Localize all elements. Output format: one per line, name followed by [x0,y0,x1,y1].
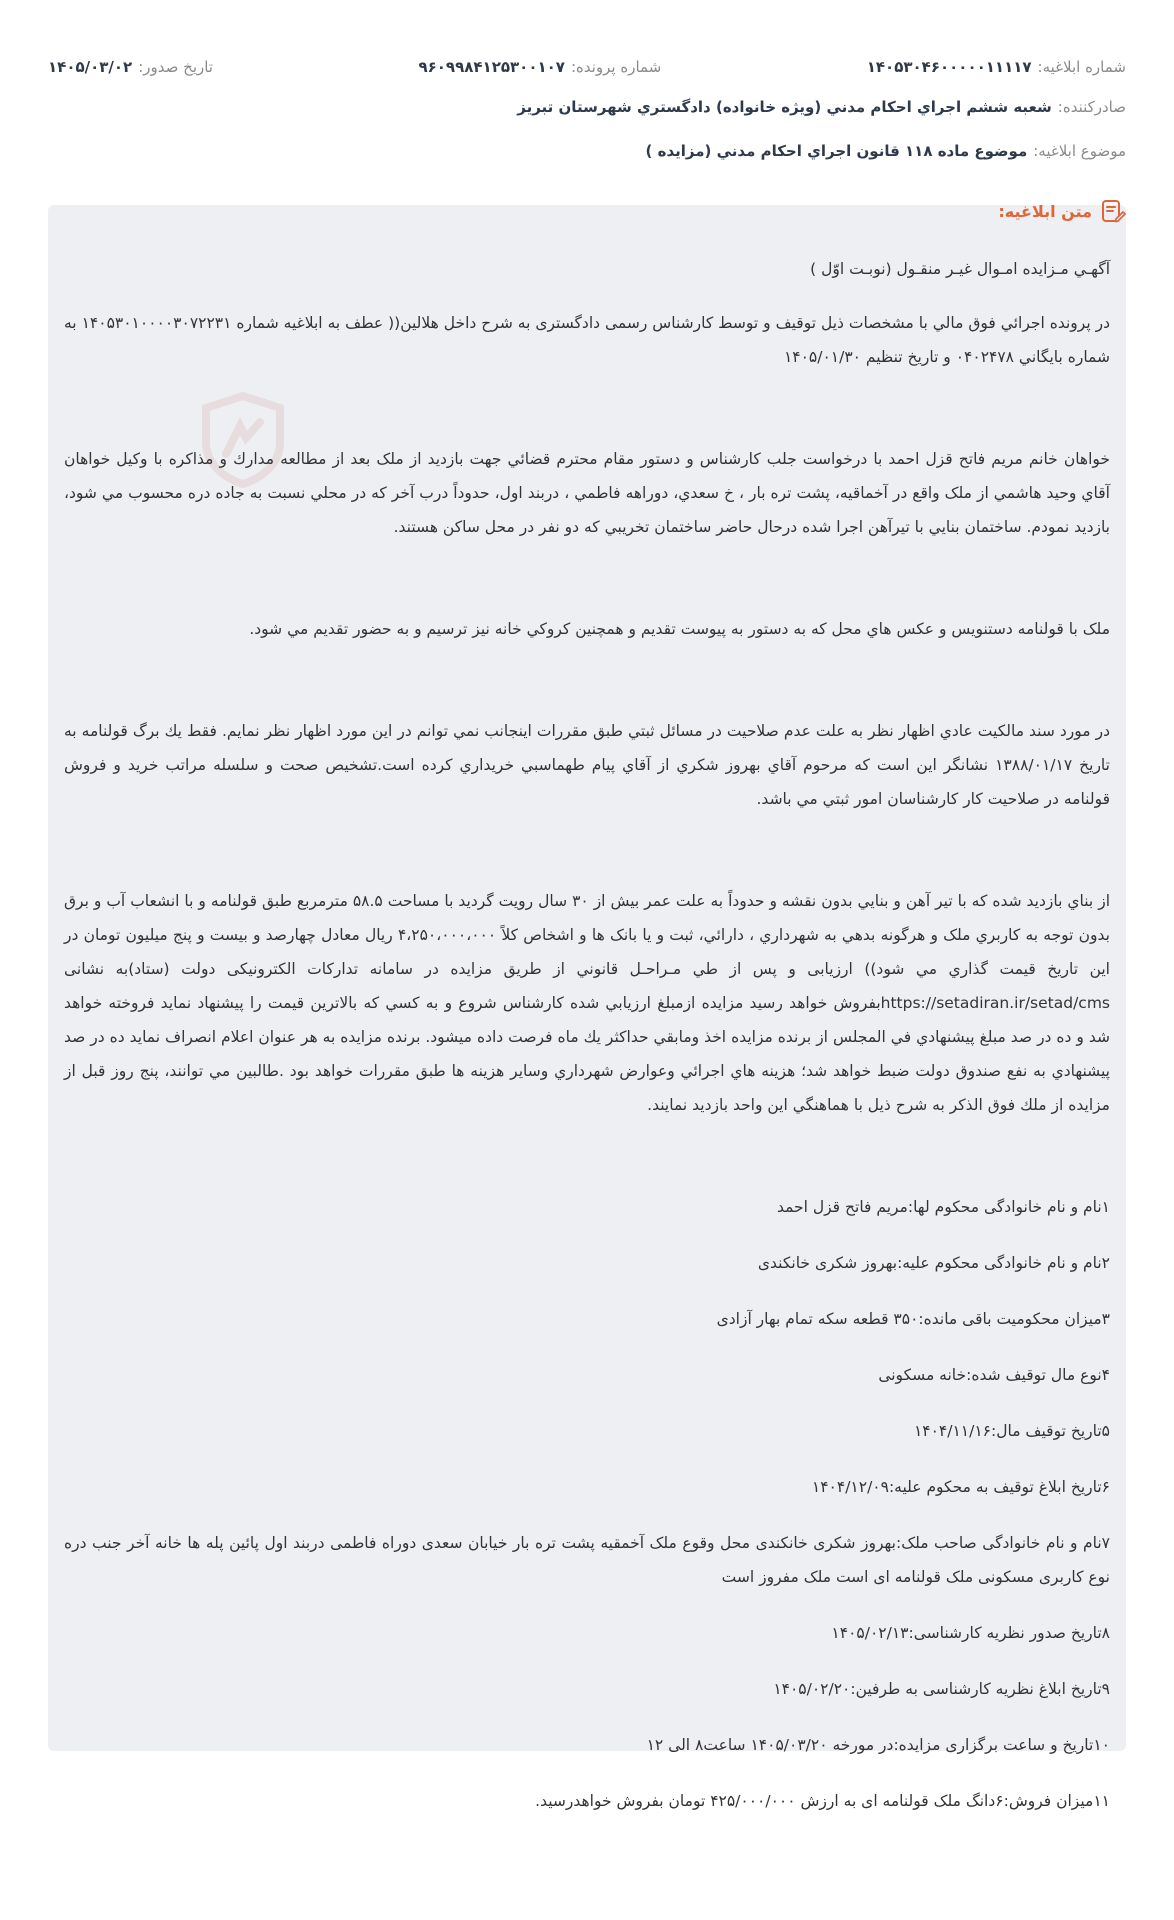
spacer [64,1336,1110,1358]
spacer [64,1122,1110,1190]
subject-label: موضوع ابلاغيه: [1033,142,1126,160]
notice-number-label: شماره ابلاغيه: [1037,58,1126,76]
spacer [64,1280,1110,1302]
notice-heading: آگهـي مـزايده امـوال غيـر منقـول (نوبـت اوّل ) [810,260,1110,278]
spacer [64,1650,1110,1672]
spacer [64,374,1110,442]
spacer [64,286,1110,306]
issuer-row [48,98,1126,116]
detail-item: ۲نام و نام خانوادگی محکوم علیه:بهروز شکری خانکندی [757,1254,1110,1272]
notice-content [64,252,1110,1818]
detail-item: ۱۱میزان فروش:۶دانگ ملک قولنامه ای به ارزش ۴۲۵/۰۰۰/۰۰۰ تومان بفروش خواهدرسید. [535,1792,1110,1810]
spacer [64,1706,1110,1728]
header-meta-row [48,58,1126,76]
section-title: متن ابلاغيه: [998,201,1092,221]
paragraph-1: در پرونده اجرائي فوق مالي با مشخصات ذيل توقيف و توسط کارشناس رسمی دادگستری به شرح داخل هلالين(( عطف به ابلاغيه شماره ۱۴۰۵۳۰۱۰۰۰۰۳۰۷۲۲۳۱ به شماره بايگاني ۰۴۰۲۴۷۸ و تاريخ تنظيم ۱۴۰۵/۰۱/۳۰ [64,314,1110,366]
spacer [64,646,1110,714]
paragraph-2: خواهان خانم مريم فاتح قزل احمد با درخواست جلب کارشناس و دستور مقام محترم قضائي جهت بازديد از ملک بعد از مطالعه مدارك و مذاكره با وكيل خواهان آقاي وحيد هاشمي از ملک واقع در آخماقيه، پشت تره بار ، خ سعدي، دوراهه فاطمي ، دربند اول، حدوداً درب آخر که در محلي نسبت به جاده دره محسوب مي شود، بازديد نمودم. ساختمان بنايي با تيرآهن اجرا شده درحال حاضر ساختمان تخريبي که دو نفر در محل ساکن هستند. [64,450,1110,536]
spacer [64,1594,1110,1616]
document-edit-icon [1100,198,1126,224]
spacer [64,544,1110,612]
case-number-label: شماره پرونده: [570,58,662,76]
issue-date [48,58,213,76]
spacer [64,816,1110,884]
spacer [64,1504,1110,1526]
detail-item: ۹تاریخ ابلاغ نظریه کارشناسی به طرفین:۱۴۰۵/۰۲/۲۰ [773,1680,1110,1698]
detail-item: ۷نام و نام خانوادگی صاحب ملک:بهروز شکری خانکندی محل وقوع ملک آخمقیه پشت تره بار خیابان سعدی دوراه فاطمی دربند اول پائین پله ها خانه آخر جنب دره نوع کاربری مسکونی ملک قولنامه ای است ملک مفروز است [64,1534,1110,1586]
spacer [64,1448,1110,1470]
spacer [64,1392,1110,1414]
detail-item: ۴نوع مال توقیف شده:خانه مسکونی [878,1366,1110,1384]
case-number-value: ۹۶۰۹۹۸۴۱۲۵۳۰۰۱۰۷ [418,58,565,76]
subject-value: موضوع ماده ۱۱۸ قانون اجراي احکام مدني (مزايده ) [645,142,1028,160]
paragraph-5: از بناي بازديد شده که با تير آهن و بنايي بدون نقشه و حدوداً به علت عمر بيش از ۳۰ سال رويت گرديد با مساحت ۵۸.۵ مترمربع طبق قولنامه و با انشعاب آب و برق بدون توجه به کاربري ملک و هرگونه بدهي به شهرداري ، دارائي، ثبت و يا بانک ها و اشخاص کلاً ۴،۲۵۰،۰۰۰،۰۰۰ ريال معادل چهارصد و بيست و پنج ميليون تومان در اين تاريخ قيمت گذاري مي شود)) ارزيابی و پس از طي مـراحـل قانوني از طريق مزايده در سامانه تدارکات الکترونيکی دولت (ستاد)به نشانی https://setadiran.ir/setad/cmsبفروش خواهد رسيد مزايده ازمبلغ ارزيابي شده کارشناس شروع و به کسي که بالاترين قيمت را پيشنهاد نمايد فروخته خواهد شد و ده در صد مبلغ پيشنهادي في المجلس از برنده مزايده اخذ ومابقي حداکثر يك ماه فرصت داده ميشود. برنده مزايده به هر عنوان اعلام انصراف نمايد ده در صد پيشنهادي به نفع صندوق دولت ضبط خواهد شد؛ هزينه هاي اجرائي وعوارض شهرداري وساير هزينه ها طبق مقررات خواهد بود .طالبين مي توانند، پنج روز قبل از مزايده از ملك فوق الذكر به شرح ذيل با هماهنگي اين واحد بازديد نمايند. [64,892,1110,1114]
detail-item: ۶تاریخ ابلاغ توقیف به محکوم علیه:۱۴۰۴/۱۲/۰۹ [811,1478,1110,1496]
detail-item: ۱نام و نام خانوادگی محکوم لها:مریم فاتح قزل احمد [776,1198,1110,1216]
detail-item: ۵تاریخ توقیف مال:۱۴۰۴/۱۱/۱۶ [913,1422,1110,1440]
detail-item: ۳میزان محکومیت باقی مانده:۳۵۰ قطعه سکه تمام بهار آزادی [716,1310,1110,1328]
case-number [418,58,661,76]
issuer-value: شعبه ششم اجراي احکام مدني (ويژه خانواده) دادگستري شهرستان تبريز [517,98,1052,116]
notice-number-value: ۱۴۰۵۳۰۴۶۰۰۰۰۰۱۱۱۱۷ [866,58,1032,76]
spacer [64,1762,1110,1784]
details-list [64,1190,1110,1818]
issue-date-label: تاريخ صدور: [138,58,213,76]
paragraph-3: ملک با قولنامه دستنويس و عکس هاي محل که به دستور به پيوست تقديم و همچنين کروکي خانه نيز ترسيم و به حضور تقديم مي شود. [249,620,1110,638]
spacer [64,1224,1110,1246]
issue-date-value: ۱۴۰۵/۰۳/۰۲ [48,58,133,76]
detail-item: ۸تاریخ صدور نظریه کارشناسی:۱۴۰۵/۰۲/۱۳ [831,1624,1110,1642]
paragraph-4: در مورد سند مالکيت عادي اظهار نظر به علت عدم صلاحيت در مسائل ثبتي طبق مقررات اينجانب نمي توانم در اين مورد اظهار نظر نمايم. فقط يك برگ قولنامه به تاريخ ۱۳۸۸/۰۱/۱۷ نشانگر اين است که مرحوم آقاي بهروز شکري از آقاي پيام طهماسبي خريداري کرده است.تشخيص صحت و سلسله مراتب خريد و فروش قولنامه در صلاحيت کار کارشناسان امور ثبتي مي باشد. [64,722,1110,808]
subject-row [48,142,1126,160]
issuer-label: صادرکننده: [1057,98,1126,116]
detail-item: ۱۰تاریخ و ساعت برگزاری مزایده:در مورخه ۱۴۰۵/۰۳/۲۰ ساعت۸ الی ۱۲ [646,1736,1110,1754]
notice-number [867,58,1126,76]
section-header [998,198,1126,224]
